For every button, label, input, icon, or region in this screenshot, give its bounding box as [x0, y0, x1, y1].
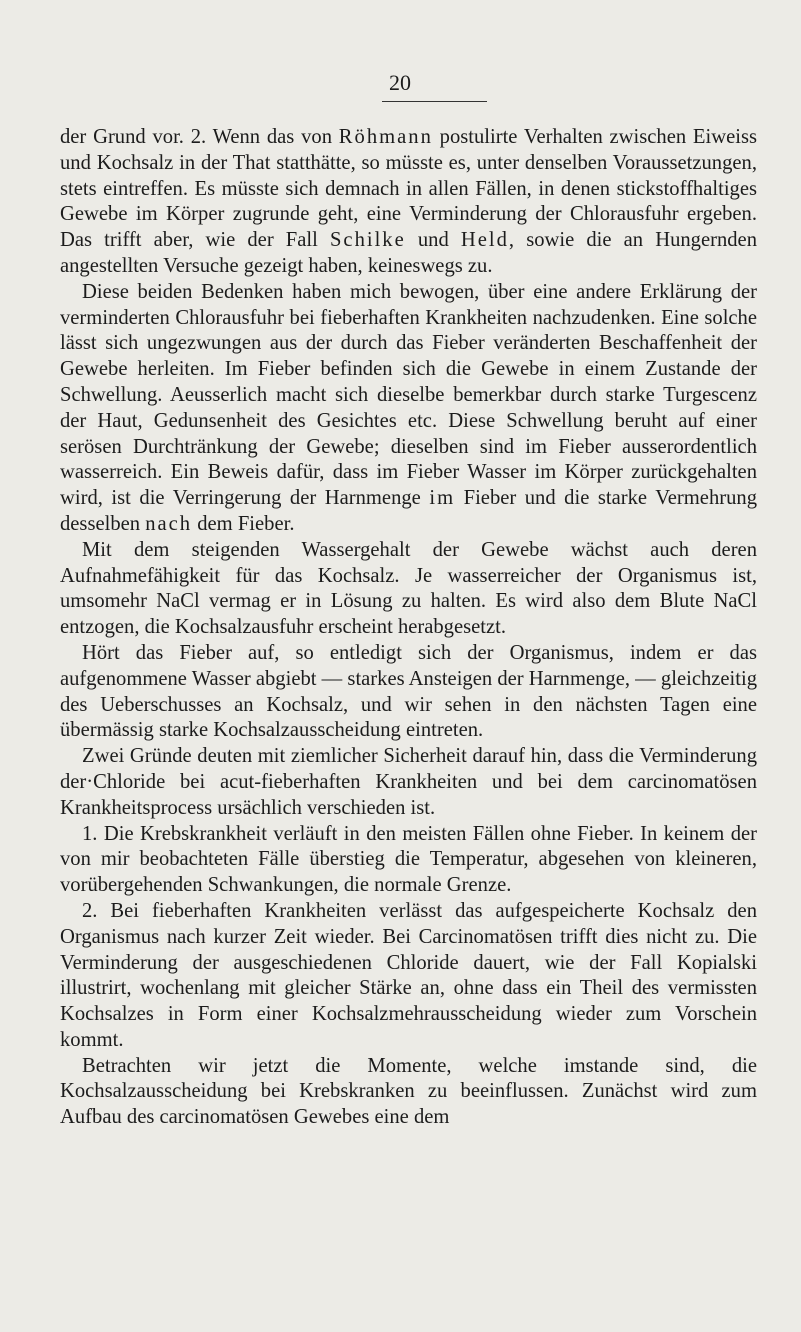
text-run: Diese beiden Bedenken haben mich bewogen, über eine andere Erklärung der verminderten Chlorausfuhr bei fieberhaften Krankheiten nachzudenken. Eine solche lässt sich ungezwungen aus der durch das Fieber veränderten Beschaffenheit der Gewebe herleiten. Im Fieber befinden sich die Gewebe in einem Zustande der Schwellung. Aeusserlich macht sich dieselbe bemerkbar durch starke Turgescenz der Haut, Gedunsenheit des Gesichtes etc. Diese Schwellung beruht auf einer serösen Durchtränkung der Gewebe; dieselben sind im Fieber ausserordentlich wasserreich. Ein Beweis dafür, dass im Fieber Wasser im Körper zurückgehalten wird, ist die Verringerung der Harnmenge: [60, 280, 757, 510]
author-name-spaced: Held: [460, 229, 509, 252]
paragraph: [60, 641, 757, 744]
text-run: dem Fieber.: [192, 512, 295, 535]
text-run: , sowie die an Hungernden angestellten Versuche gezeigt haben, keineswegs zu.: [60, 229, 757, 277]
text-run: Mit dem steigenden Wassergehalt der Gewebe wächst auch deren Aufnahmefähigkeit für das Kochsalz. Je wasserreicher der Organismus ist, umsomehr NaCl vermag er in Lösung zu halten. Es wird also dem Blute NaCl entzogen, die Kochsalzausfuhr erscheint herabgesetzt.: [60, 538, 757, 639]
paragraph: [60, 744, 757, 821]
text-run: 1. Die Krebskrankheit verläuft in den meisten Fällen ohne Fieber. In keinem der von mir beobachteten Fälle überstieg die Temperatur, abgesehen von kleineren, vorübergehenden Schwankungen, die normale Grenze.: [60, 822, 757, 897]
text-run: Betrachten wir jetzt die Momente, welche imstande sind, die Kochsalzausscheidung bei Krebskranken zu beeinflussen. Zunächst wird zum Aufbau des carcinomatösen Gewebes eine dem: [60, 1054, 757, 1129]
paragraph: [60, 899, 757, 1054]
text-run: Zwei Gründe deuten mit ziemlicher Sicherheit darauf hin, dass die Verminderung der·Chloride bei acut-fieberhaften Krankheiten und bei dem carcinomatösen Krankheitsprocess ursächlich verschieden ist.: [60, 745, 757, 819]
paragraph: [60, 125, 757, 280]
emphasis-spaced: im: [429, 487, 456, 510]
paragraph: [60, 280, 757, 538]
text-run: Hört das Fieber auf, so entledigt sich der Organismus, indem er das aufgenommene Wasser abgiebt — starkes Ansteigen der Harnmenge, — gleichzeitig des Ueberschusses an Kochsalz, und wir sehen in den nächsten Tagen eine übermässig starke Kochsalzausscheidung eintreten.: [60, 641, 757, 742]
page-number: 20: [389, 70, 411, 95]
text-run: Fieber und die starke Vermehrung desselben: [60, 487, 757, 535]
paragraph: [60, 1054, 757, 1131]
text-run: 2. Bei fieberhaften Krankheiten verlässt das aufgespeicherte Kochsalz den Organismus nach kurzer Zeit wieder. Bei Carcinomatösen trifft dies nicht zu. Die Verminderung der ausgeschiedenen Chloride dauert, wie der Fall Kopialski illustrirt, wochenlang mit gleicher Stärke an, ohne dass ein Theil des vermissten Kochsalzes in Form einer Kochsalzmehrausscheidung wieder zum Vorschein kommt.: [60, 899, 757, 1051]
text-run: der Grund vor. 2. Wenn das von: [60, 126, 339, 148]
header-rule: [382, 101, 487, 102]
paragraph: [60, 822, 757, 899]
text-run: postulirte Verhalten zwischen Eiweiss und Kochsalz in der That statthätte, so müsste es, unter denselben Voraussetzungen, stets eintreffen. Es müsste sich demnach in allen Fällen, in denen stickstoffhaltiges Gewebe im Körper zugrunde geht, eine Verminderung der Chlorausfuhr ergeben. Das trifft aber, wie der Fall: [60, 126, 758, 252]
emphasis-spaced: nach: [145, 512, 193, 535]
text-run: und: [405, 229, 461, 252]
author-name-spaced: Röhmann: [338, 126, 433, 148]
paragraph: [60, 538, 757, 641]
body-text: [60, 125, 757, 1131]
author-name-spaced: Schilke: [329, 229, 406, 252]
